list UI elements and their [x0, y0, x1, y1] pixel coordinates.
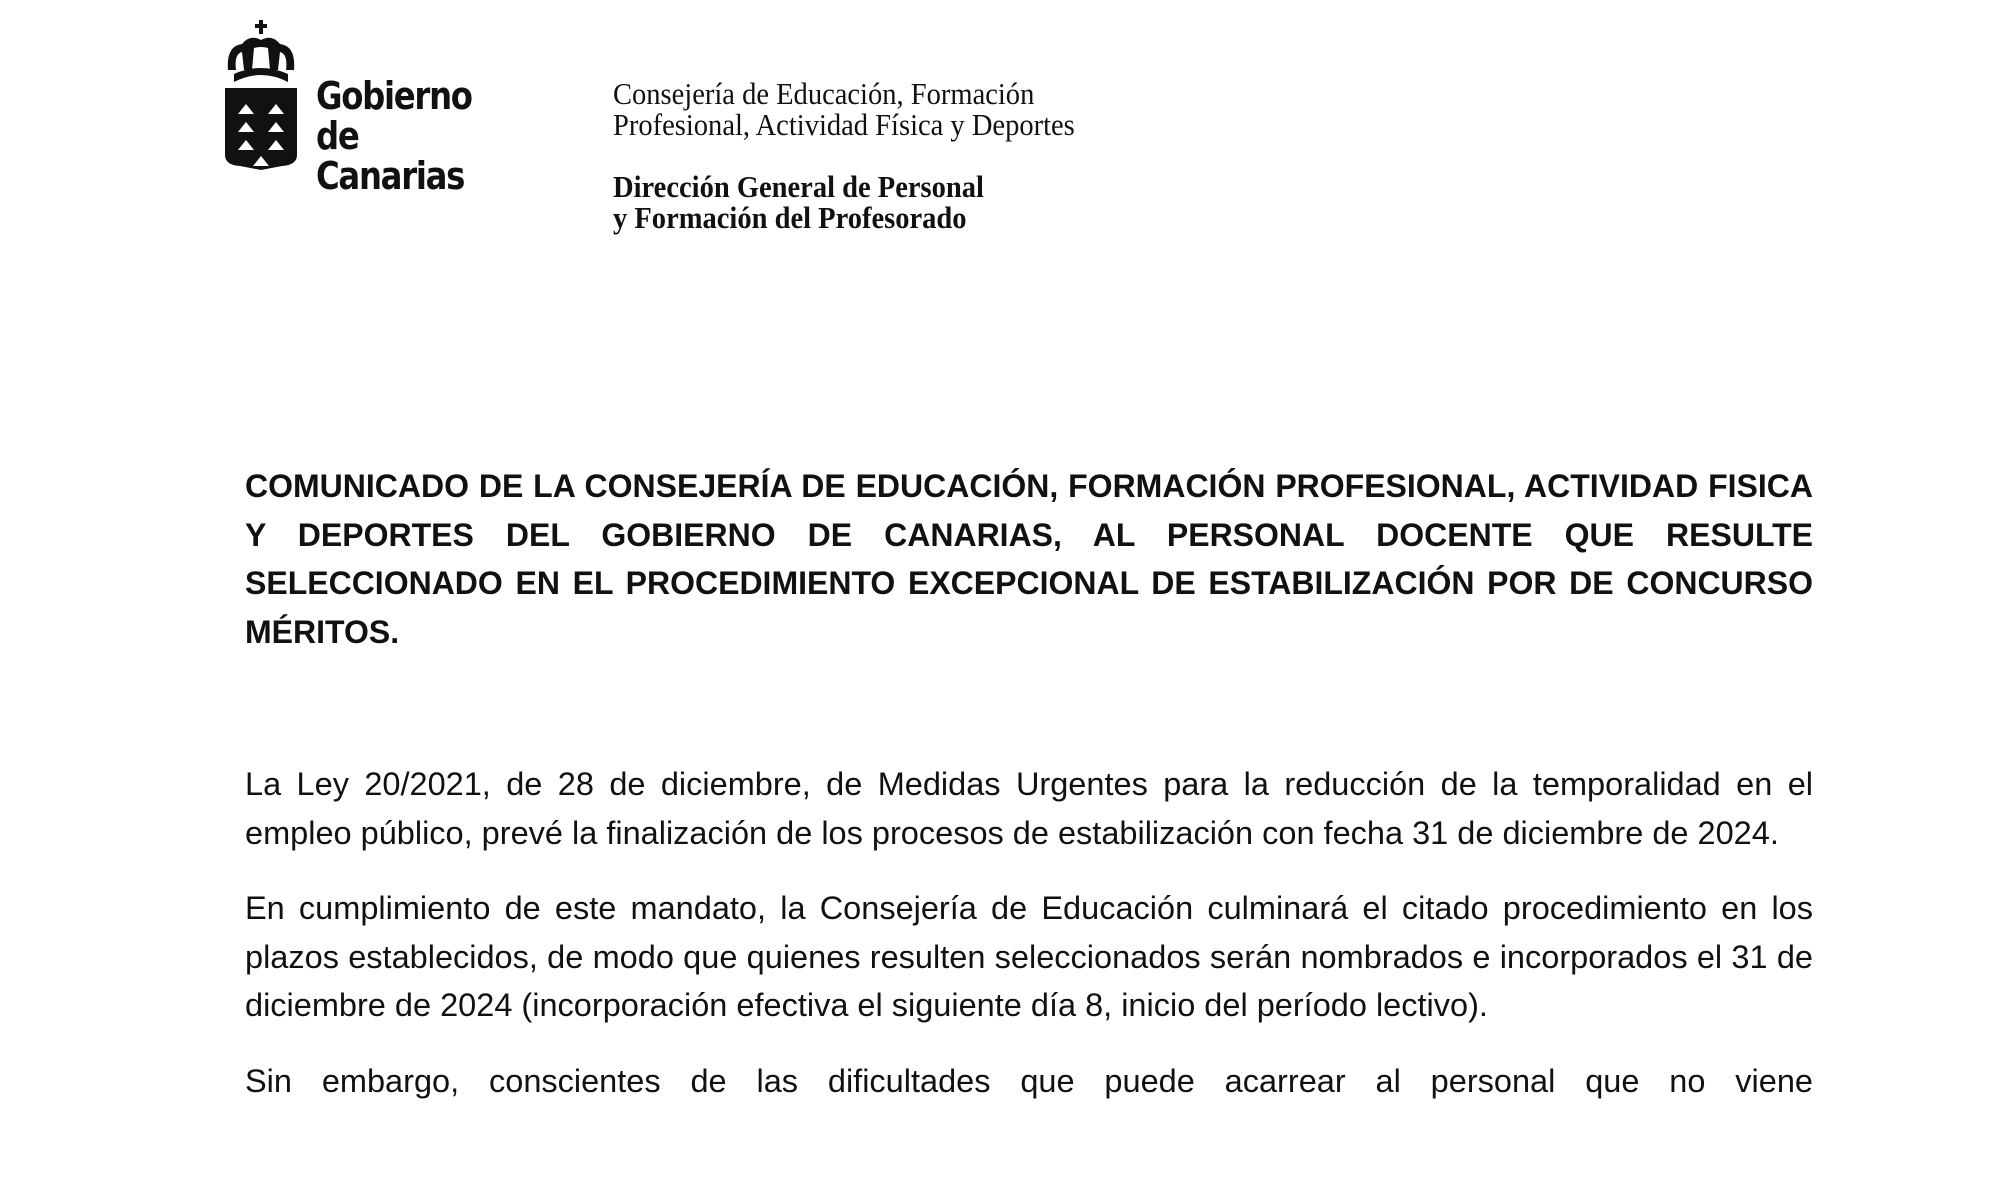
directorate-name	[613, 171, 984, 233]
paragraph: La Ley 20/2021, de 28 de diciembre, de Medidas Urgentes para la reducción de la temporalidad en el empleo público, prevé la finalización de los procesos de estabilización con fecha 31 de diciembre de 2024.	[245, 766, 1813, 851]
gobierno-de-canarias-logo	[222, 20, 542, 198]
department-line1: Consejería de Educación, Formación	[613, 76, 1035, 111]
directorate-line2: y Formación del Profesorado	[613, 200, 967, 235]
department-name	[613, 78, 1075, 140]
logo-wordmark	[316, 76, 508, 196]
directorate-line1: Dirección General de Personal	[613, 169, 984, 204]
department-line2: Profesional, Actividad Física y Deportes	[613, 107, 1075, 142]
document-title: COMUNICADO DE LA CONSEJERÍA DE EDUCACIÓN, FORMACIÓN PROFESIONAL, ACTIVIDAD FISICA Y DEPORTES DEL GOBIERNO DE CANARIAS, AL PERSONAL DOCENTE QUE RESULTE SELECCIONADO EN EL PROCEDIMIENTO EXCEPCIONAL DE ESTABILIZACIÓN POR DE CONCURSO MÉRITOS.	[245, 468, 1813, 650]
logo-text-line1: Gobierno	[316, 74, 472, 118]
coat-of-arms-icon	[222, 20, 312, 170]
document-body	[245, 760, 1813, 1132]
paragraph: Sin embargo, conscientes de las dificultades que puede acarrear al personal que no viene	[245, 1062, 1813, 1099]
paragraph: En cumplimiento de este mandato, la Consejería de Educación culminará el citado procedimiento en los plazos establecidos, de modo que quienes resulten seleccionados serán nombrados e incorporados el 31 de diciembre de 2024 (incorporación efectiva el siguiente día 8, inicio del período lectivo).	[245, 890, 1813, 1023]
logo-text-line2: de Canarias	[316, 114, 465, 198]
